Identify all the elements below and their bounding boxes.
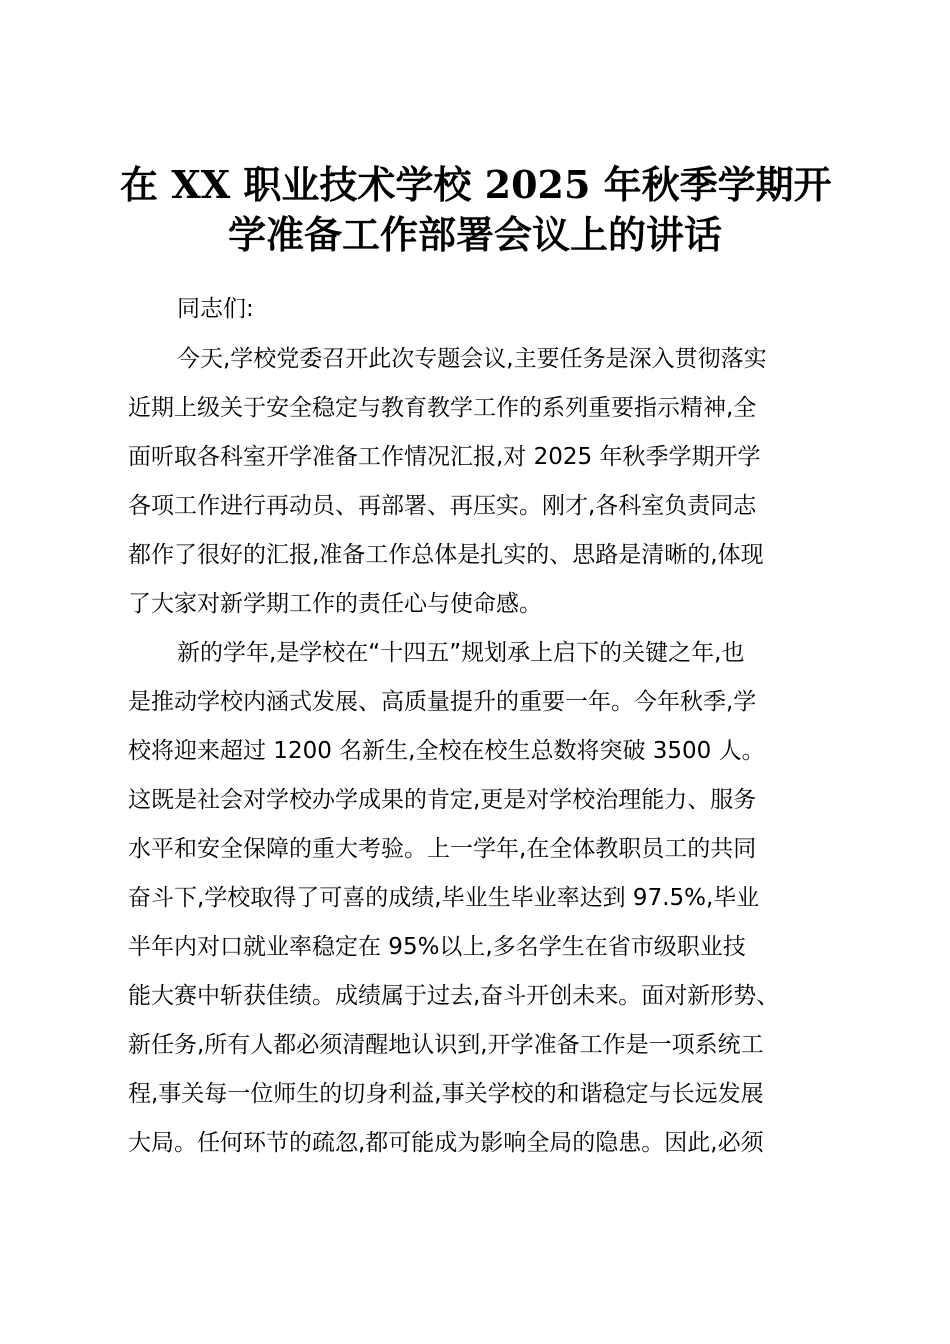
paragraph-line: 程,事关每一位师生的切身利益,事关学校的和谐稳定与长远发展 xyxy=(128,1081,764,1107)
paragraph-2 xyxy=(128,629,834,1168)
paragraph-line: 新的学年,是学校在“十四五”规划承上启下的关键之年,也 xyxy=(177,640,745,666)
salutation: 同志们: xyxy=(177,296,254,322)
title-line: 在 XX 职业技术学校 2025 年秋季学期开 xyxy=(120,162,832,207)
document-title xyxy=(120,160,830,260)
paragraph-line: 半年内对口就业率稳定在 95%以上,多名学生在省市级职业技 xyxy=(128,934,746,960)
paragraph-line: 近期上级关于安全稳定与教育教学工作的系列重要指示精神,全 xyxy=(128,395,757,421)
paragraph-line: 大局。任何环节的疏忽,都可能成为影响全局的隐患。因此,必须 xyxy=(128,1130,764,1156)
paragraph-line: 奋斗下,学校取得了可喜的成绩,毕业生毕业率达到 97.5%,毕业 xyxy=(128,885,760,911)
paragraph-line: 今天,学校党委召开此次专题会议,主要任务是深入贯彻落实 xyxy=(177,346,767,372)
title-line: 学准备工作部署会议上的讲话 xyxy=(227,212,722,257)
document-body xyxy=(128,285,834,1168)
paragraph-line: 能大赛中斩获佳绩。成绩属于过去,奋斗开创未来。面对新形势、 xyxy=(128,983,780,1009)
paragraph-line: 了大家对新学期工作的责任心与使命感。 xyxy=(128,591,542,617)
paragraph-line: 水平和安全保障的重大考验。上一学年,在全体教职员工的共同 xyxy=(128,836,757,862)
paragraph-line: 面听取各科室开学准备工作情况汇报,对 2025 年秋季学期开学 xyxy=(128,444,761,470)
paragraph-line: 新任务,所有人都必须清醒地认识到,开学准备工作是一项系统工 xyxy=(128,1032,764,1058)
paragraph-1 xyxy=(128,335,834,629)
paragraph-line: 这既是社会对学校办学成果的肯定,更是对学校治理能力、服务 xyxy=(128,787,757,813)
paragraph-line: 是推动学校内涵式发展、高质量提升的重要一年。今年秋季,学 xyxy=(128,689,757,715)
paragraph-line: 校将迎来超过 1200 名新生,全校在校生总数将突破 3500 人。 xyxy=(128,738,765,764)
paragraph-line: 各项工作进行再动员、再部署、再压实。刚才,各科室负责同志 xyxy=(128,493,757,519)
paragraph-line: 都作了很好的汇报,准备工作总体是扎实的、思路是清晰的,体现 xyxy=(128,542,764,568)
